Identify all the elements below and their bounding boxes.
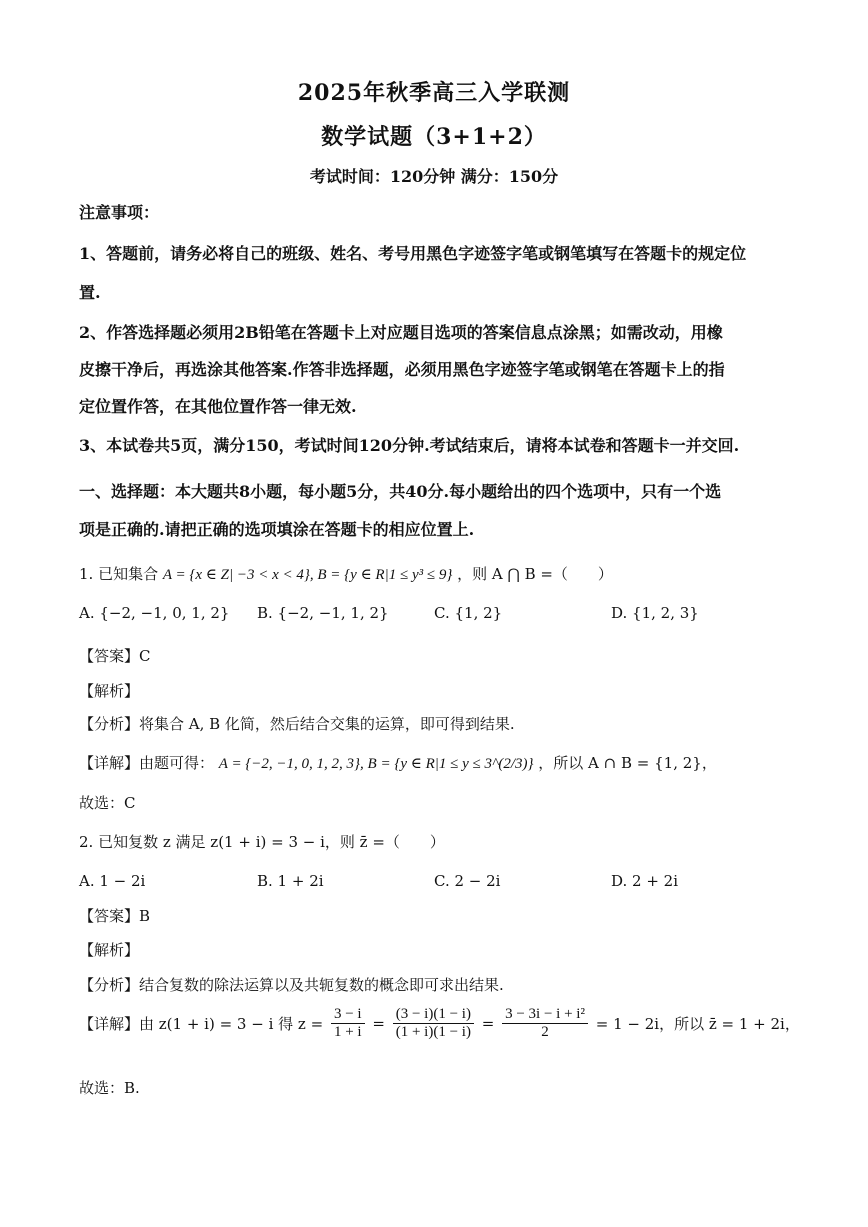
q2-fenxi: 【分析】结合复数的除法运算以及共轭复数的概念即可求出结果. bbox=[79, 976, 504, 994]
notice-item3: 3、本试卷共5页，满分150，考试时间120分钟.考试结束后，请将本试卷和答题卡一并交回. bbox=[79, 436, 740, 455]
q2-fraction-3 bbox=[502, 1006, 588, 1041]
notice-item1-line1: 1、答题前，请务必将自己的班级、姓名、考号用黑色字迹签字笔或钢笔填写在答题卡的规定位 bbox=[79, 244, 747, 263]
exam-title: 2025年秋季高三入学联测 bbox=[297, 80, 571, 106]
q1-stem-suffix: ，则 A ⋂ B =（ ） bbox=[457, 565, 613, 583]
q1-analysis-label: 【解析】 bbox=[79, 682, 140, 700]
q2-fraction-2-numerator: (3 − i)(1 − i) bbox=[393, 1006, 474, 1024]
q2-fraction-3-denominator: 2 bbox=[541, 1024, 549, 1040]
q2-fraction-2-denominator: (1 + i)(1 − i) bbox=[395, 1024, 471, 1040]
q1-stem-prefix: 1. 已知集合 bbox=[79, 565, 159, 583]
q2-answer: 【答案】B bbox=[79, 907, 151, 925]
q2-option-a: A. 1 − 2i bbox=[79, 872, 146, 890]
q1-option-d: D. {1, 2, 3} bbox=[611, 604, 699, 622]
section1-line1: 一、选择题：本大题共8小题，每小题5分，共40分.每小题给出的四个选项中，只有一个选 bbox=[79, 482, 722, 501]
q2-fraction-3-numerator: 3 − 3i − i + i² bbox=[502, 1006, 588, 1024]
q2-option-d: D. 2 + 2i bbox=[611, 872, 679, 890]
q1-option-b: B. {−2, −1, 1, 2} bbox=[257, 604, 389, 622]
q2-analysis-label: 【解析】 bbox=[79, 941, 140, 959]
q2-detail: 【详解】由 z(1 + i) = 3 − i 得 z = $\frac{3 - i}{1 + i}$ = $\frac{(3 - i)(1 - i)}{(1 + i)(1 - i)}$ = $\frac{\text{3 − 3i − i + i²}}{2}$ = 1 − 2i，所以 z̄ = 1 + 2i， bbox=[79, 1006, 800, 1040]
q1-option-c: C. {1, 2} bbox=[434, 604, 503, 622]
q1-detail-math: A = {−2, −1, 0, 1, 2, 3}, B = {y ∈ R|1 ≤ y ≤ 3^(2/3)} bbox=[218, 756, 534, 772]
q2-fraction-1-denominator: 1 + i bbox=[333, 1024, 362, 1040]
q1-detail-prefix: 【详解】由题可得： bbox=[79, 754, 215, 772]
notice-heading: 注意事项： bbox=[79, 203, 160, 222]
q1-set-definitions: A = {x ∈ Z| −3 < x < 4}, B = {y ∈ R|1 ≤ y³ ≤ 9} bbox=[162, 567, 453, 583]
section1-line2: 项是正确的.请把正确的选项填涂在答题卡的相应位置上. bbox=[79, 520, 475, 539]
notice-item2-line3: 定位置作答，在其他位置作答一律无效. bbox=[79, 397, 357, 416]
q2-fraction-2 bbox=[393, 1006, 474, 1041]
q2-fraction-1 bbox=[331, 1006, 365, 1041]
exam-info: 考试时间：120分钟 满分：150分 bbox=[309, 167, 559, 186]
q1-choice: 故选：C bbox=[79, 794, 136, 812]
q1-stem bbox=[79, 563, 799, 584]
q2-option-b: B. 1 + 2i bbox=[257, 872, 324, 890]
q2-stem: 2. 已知复数 z 满足 z(1 + i) = 3 − i，则 z̄ =（ ） bbox=[79, 833, 445, 851]
q2-detail-tail: = 1 − 2i，所以 z̄ = 1 + 2i， bbox=[595, 1015, 800, 1033]
q1-fenxi: 【分析】将集合 A, B 化简，然后结合交集的运算，即可得到结果. bbox=[79, 715, 515, 733]
notice-item2-line2: 皮擦干净后，再选涂其他答案.作答非选择题，必须用黑色字迹签字笔或钢笔在答题卡上的指 bbox=[79, 360, 725, 379]
q1-detail bbox=[79, 752, 799, 773]
exam-subtitle: 数学试题（3+1+2） bbox=[321, 124, 547, 150]
q1-answer: 【答案】C bbox=[79, 647, 151, 665]
q2-fraction-1-numerator: 3 − i bbox=[331, 1006, 365, 1024]
q2-option-c: C. 2 − 2i bbox=[434, 872, 501, 890]
notice-item2-line1: 2、作答选择题必须用2B铅笔在答题卡上对应题目选项的答案信息点涂黑；如需改动，用橡 bbox=[79, 323, 723, 342]
q2-detail-prefix: 【详解】由 z(1 + i) = 3 − i 得 z = bbox=[79, 1015, 324, 1033]
notice-item1-line2: 置. bbox=[79, 283, 101, 302]
q2-choice: 故选：B. bbox=[79, 1079, 140, 1097]
q1-detail-suffix: ，所以 A ∩ B = {1, 2}， bbox=[538, 754, 717, 772]
q1-option-a: A. {−2, −1, 0, 1, 2} bbox=[79, 604, 230, 622]
